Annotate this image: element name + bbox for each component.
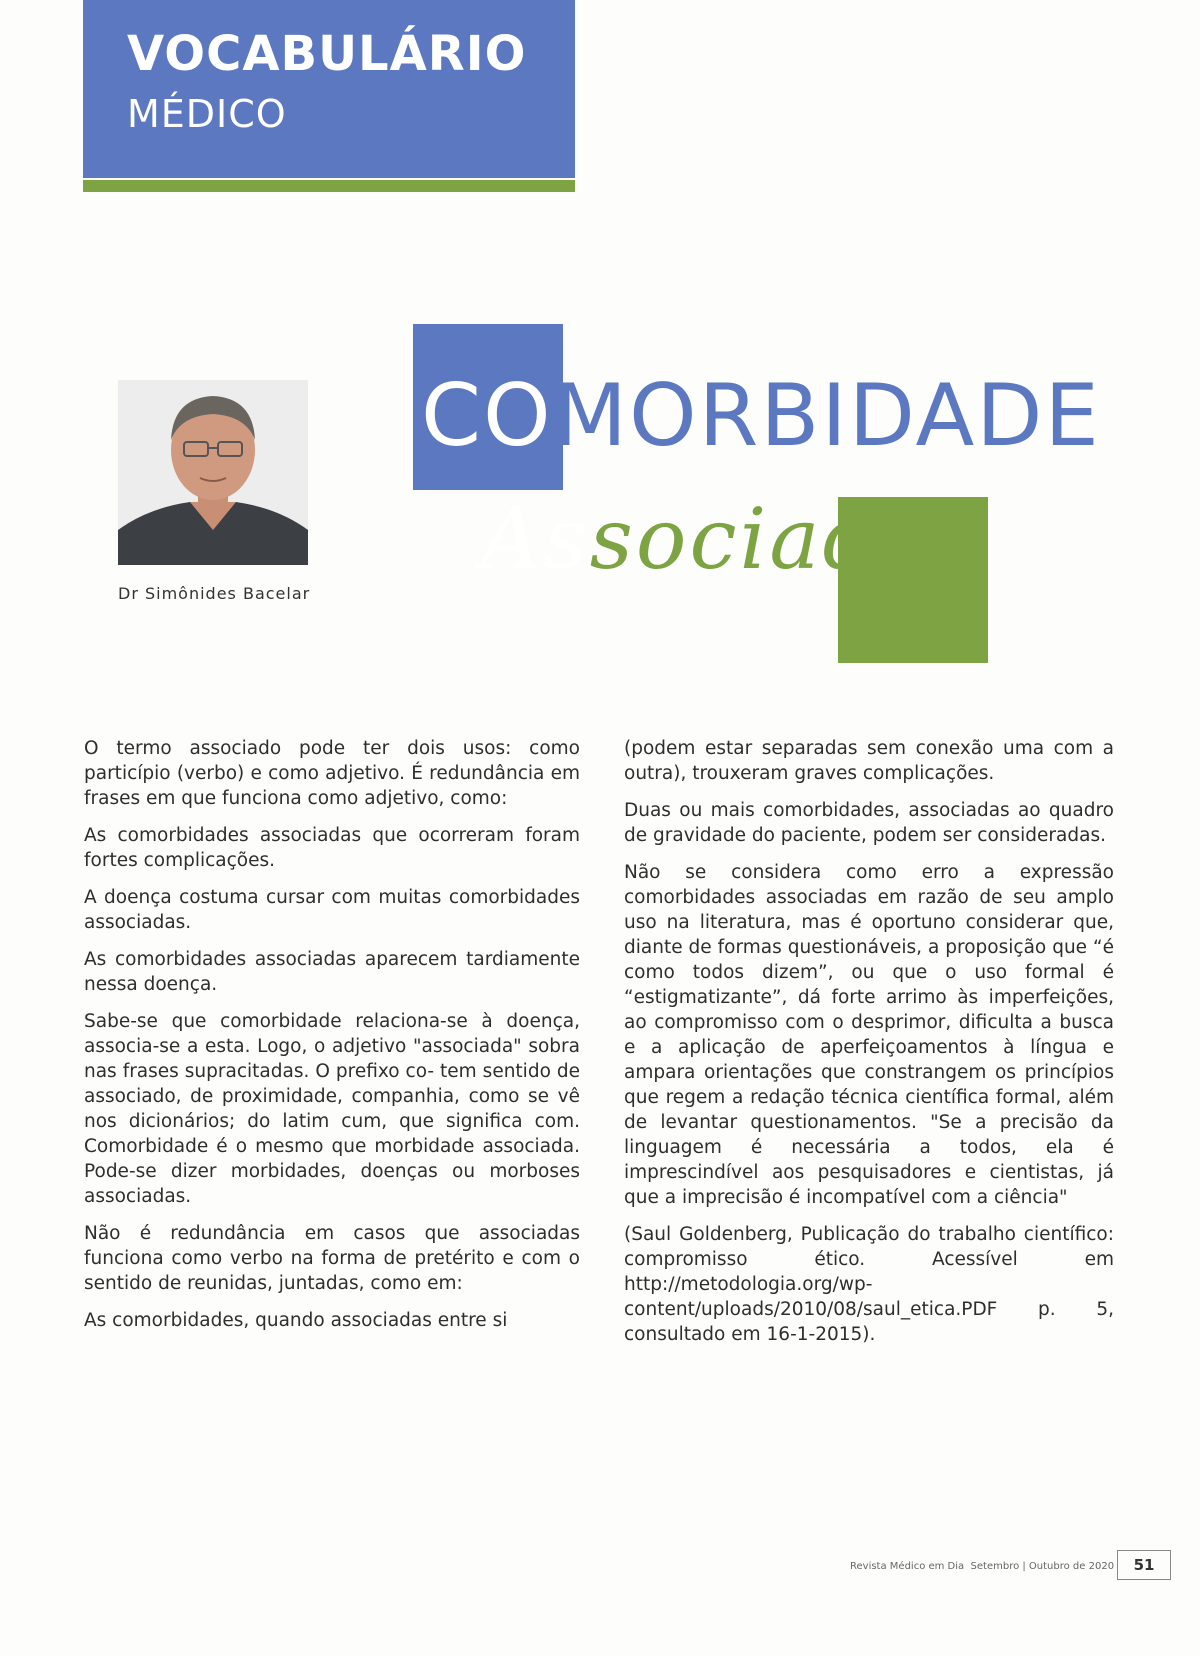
paragraph: O termo associado pode ter dois usos: como particípio (verbo) e como adjetivo. É redundância em frases em que funciona como adjetivo, como: bbox=[84, 738, 580, 809]
paragraph: Duas ou mais comorbidades, associadas ao quadro de gravidade do paciente, podem ser consideradas. bbox=[624, 800, 1114, 846]
paragraph: As comorbidades, quando associadas entre si bbox=[84, 1310, 508, 1331]
author-name: Dr Simônides Bacelar bbox=[118, 584, 311, 603]
paragraph: A doença costuma cursar com muitas comorbidades associadas. bbox=[84, 887, 580, 933]
section-title: VOCABULÁRIO bbox=[127, 26, 527, 82]
article-column-right bbox=[624, 736, 1114, 1359]
issue-date: Setembro | Outubro de 2020 bbox=[970, 1561, 1115, 1572]
author-portrait-illustration bbox=[118, 380, 308, 565]
article-column-left bbox=[84, 736, 580, 1345]
paragraph: Não é redundância em casos que associadas funciona como verbo na forma de pretérito e com o sentido de reunidas, juntadas, como em: bbox=[84, 1223, 580, 1294]
paragraph: As comorbidades associadas que ocorreram foram fortes complicações. bbox=[84, 825, 580, 871]
page-number: 51 bbox=[1117, 1550, 1171, 1580]
paragraph: Sabe-se que comorbidade relaciona-se à doença, associa-se a esta. Logo, o adjetivo "associada" sobra nas frases supracitadas. O prefixo co- tem sentido de associado, de proximidade, companhia, como se vê nos dicionários; do latim cum, que significa com. Comorbidade é o mesmo que morbidade associada. Pode-se dizer morbidades, doenças ou morboses associadas. bbox=[84, 1011, 580, 1207]
section-banner bbox=[83, 0, 575, 178]
reference-citation: (Saul Goldenberg, Publicação do trabalho científico: compromisso ético. Acessível em http://metodologia.org/wp-content/uploads/2010/08/saul_etica.PDF p. 5, consultado em 16-1-2015). bbox=[624, 1224, 1114, 1345]
paragraph: (podem estar separadas sem conexão uma com a outra), trouxeram graves complicações. bbox=[624, 738, 1114, 784]
article-title: COMORBIDADE bbox=[421, 366, 1101, 466]
paragraph: Não se considera como erro a expressão comorbidades associadas em razão de seu amplo uso na literatura, mas é oportuno considerar que, diante de formas questionáveis, a proposição que “é como todos dizem”, ou que o uso formal é “estigmatizante”, dá forte arrimo às imperfeições, ao compromisso com o desprimor, dificulta a busca e a aplicação de aperfeiçoamentos à língua e ampara orientações que constrangem os princípios que regem a redação técnica científica formal, além de levantar questionamentos. "Se a precisão da linguagem é necessária a todos, ela é imprescindível aos pesquisadores e cientistas, já que a imprecisão é incompatível com a ciência" bbox=[624, 862, 1114, 1208]
footer-credit bbox=[850, 1561, 1114, 1572]
magazine-name: Revista Médico em Dia bbox=[850, 1561, 965, 1572]
article-subtitle-script: Associada bbox=[480, 490, 933, 588]
paragraph: As comorbidades associadas aparecem tardiamente nessa doença. bbox=[84, 949, 580, 995]
banner-divider-stripe bbox=[83, 180, 575, 192]
section-subtitle: MÉDICO bbox=[127, 92, 287, 136]
author-photo bbox=[118, 380, 308, 565]
